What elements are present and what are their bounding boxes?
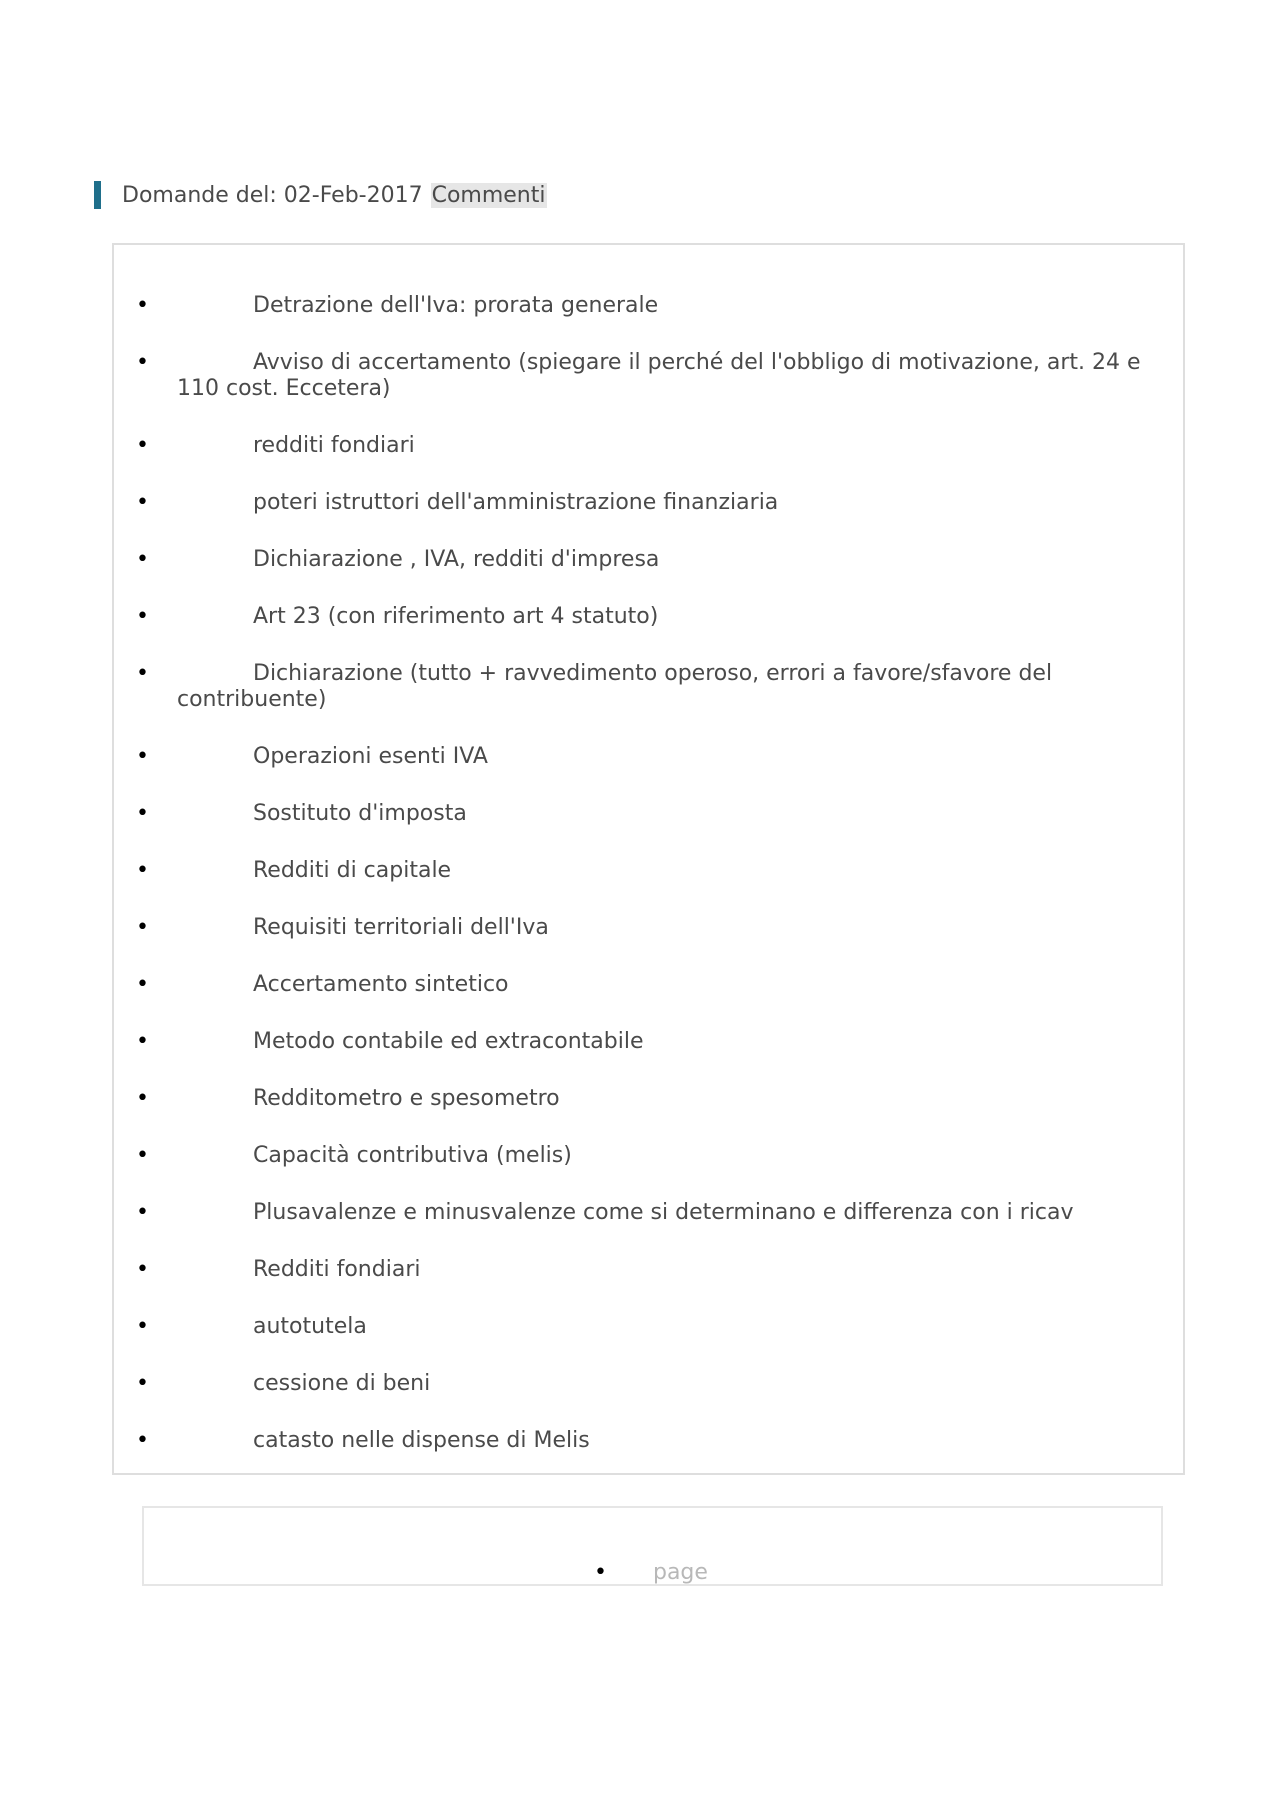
bullet-icon: • [136, 801, 149, 826]
bullet-icon: • [136, 433, 149, 458]
heading-accent-bar [94, 181, 101, 209]
heading-date: 02-Feb-2017 [283, 182, 423, 208]
list-item [114, 433, 1183, 459]
list-item [114, 1371, 1183, 1397]
list-item [114, 1029, 1183, 1055]
bullet-icon: • [594, 1560, 607, 1585]
bullet-icon: • [136, 1257, 149, 1282]
question-text: Redditi di capitale [253, 858, 452, 883]
question-text: redditi fondiari [253, 433, 415, 458]
question-text: poteri istruttori dell'amministrazione finanziaria [253, 490, 779, 515]
bullet-icon: • [136, 1086, 149, 1111]
question-text: Dichiarazione (tutto + ravvedimento operoso, errori a favore/sfavore del contribuente) [177, 661, 1053, 712]
bullet-icon: • [136, 604, 149, 629]
list-item [114, 858, 1183, 884]
list-item [114, 547, 1183, 573]
bullet-icon: • [136, 1143, 149, 1168]
question-text: cessione di beni [253, 1371, 431, 1396]
bullet-icon: • [136, 490, 149, 515]
question-text: Operazioni esenti IVA [253, 744, 488, 769]
pagination [142, 1506, 1163, 1586]
list-item [114, 350, 1183, 402]
heading-prefix: Domande del: [122, 182, 277, 208]
question-text: Plusavalenze e minusvalenze come si determinano e differenza con i ricav [253, 1200, 1074, 1225]
list-item [114, 604, 1183, 630]
pagination-label[interactable]: page [652, 1560, 708, 1585]
list-item [114, 1314, 1183, 1340]
bullet-icon: • [136, 858, 149, 883]
bullet-icon: • [136, 661, 149, 686]
question-text: autotutela [253, 1314, 367, 1339]
list-item [114, 801, 1183, 827]
question-text: catasto nelle dispense di Melis [253, 1428, 590, 1453]
bullet-icon: • [136, 1314, 149, 1339]
list-item [114, 293, 1183, 319]
question-text: Sostituto d'imposta [253, 801, 467, 826]
page-heading [94, 180, 547, 210]
bullet-icon: • [136, 1200, 149, 1225]
question-text: Dichiarazione , IVA, redditi d'impresa [253, 547, 660, 572]
bullet-icon: • [136, 972, 149, 997]
list-item [114, 490, 1183, 516]
bullet-icon: • [136, 293, 149, 318]
question-text: Art 23 (con riferimento art 4 statuto) [253, 604, 659, 629]
bullet-icon: • [136, 350, 149, 375]
list-item [114, 972, 1183, 998]
bullet-icon: • [136, 1371, 149, 1396]
list-item [114, 1086, 1183, 1112]
question-text: Requisiti territoriali dell'Iva [253, 915, 549, 940]
questions-list [114, 293, 1183, 1485]
list-item [114, 1257, 1183, 1283]
question-text: Redditi fondiari [253, 1257, 421, 1282]
bullet-icon: • [136, 744, 149, 769]
list-item [114, 915, 1183, 941]
list-item [114, 1143, 1183, 1169]
question-text: Detrazione dell'Iva: prorata generale [253, 293, 659, 318]
question-text: Accertamento sintetico [253, 972, 509, 997]
bullet-icon: • [136, 1029, 149, 1054]
list-item [114, 1200, 1183, 1226]
bullet-icon: • [136, 915, 149, 940]
bullet-icon: • [136, 547, 149, 572]
question-text: Capacità contributiva (melis) [253, 1143, 572, 1168]
question-text: Redditometro e spesometro [253, 1086, 560, 1111]
question-text: Metodo contabile ed extracontabile [253, 1029, 644, 1054]
pagination-item[interactable] [594, 1560, 708, 1586]
question-text: Avviso di accertamento (spiegare il perché del l'obbligo di motivazione, art. 24 e 110 cost. Eccetera) [177, 350, 1141, 401]
bullet-icon: • [136, 1428, 149, 1453]
list-item [114, 661, 1183, 713]
comments-link[interactable]: Commenti [431, 182, 546, 208]
list-item [114, 1428, 1183, 1454]
questions-card [112, 243, 1185, 1475]
list-item [114, 744, 1183, 770]
